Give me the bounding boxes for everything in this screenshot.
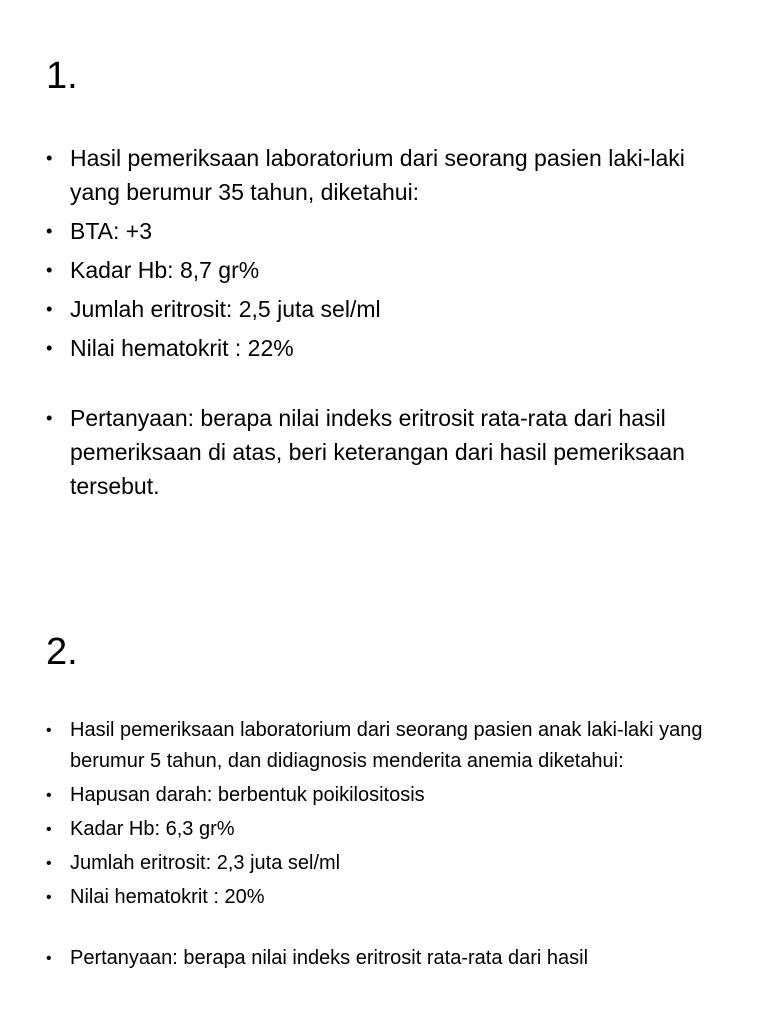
bullet-dot-icon: • xyxy=(46,950,52,967)
bullet-text: Hasil pemeriksaan laboratorium dari seorang pasien anak laki-laki yang berumur 5 tahun, dan didiagnosis menderita anemia diketahui: xyxy=(70,719,703,772)
bullet-dot-icon: • xyxy=(46,259,53,280)
bullet-dot-icon: • xyxy=(46,407,53,428)
bullet-text: Kadar Hb: 8,7 gr% xyxy=(70,257,260,283)
question-item xyxy=(46,943,726,974)
slide-title: 2. xyxy=(46,631,78,673)
bullet-item xyxy=(46,814,726,845)
bullet-item xyxy=(46,780,726,811)
bullet-text: Nilai hematokrit : 20% xyxy=(70,886,265,908)
bullet-item xyxy=(46,141,726,209)
bullet-text: Kadar Hb: 6,3 gr% xyxy=(70,818,235,840)
bullet-dot-icon: • xyxy=(46,147,53,168)
bullet-list xyxy=(46,715,726,977)
bullet-dot-icon: • xyxy=(46,337,53,358)
bullet-dot-icon: • xyxy=(46,220,53,241)
bullet-text: Jumlah eritrosit: 2,5 juta sel/ml xyxy=(70,296,381,322)
slide-2 xyxy=(0,575,768,1024)
bullet-item xyxy=(46,715,726,777)
bullet-dot-icon: • xyxy=(46,787,52,804)
bullet-text: Jumlah eritrosit: 2,3 juta sel/ml xyxy=(70,852,341,874)
bullet-item xyxy=(46,331,726,365)
bullet-text: BTA: +3 xyxy=(70,218,153,244)
bullet-item xyxy=(46,214,726,248)
question-text: Pertanyaan: berapa nilai indeks eritrosit rata-rata dari hasil xyxy=(70,947,589,969)
bullet-item xyxy=(46,848,726,879)
bullet-item xyxy=(46,292,726,326)
bullet-dot-icon: • xyxy=(46,855,52,872)
bullet-text: Nilai hematokrit : 22% xyxy=(70,335,294,361)
bullet-item xyxy=(46,882,726,913)
bullet-text: Hapusan darah: berbentuk poikilositosis xyxy=(70,784,425,806)
bullet-dot-icon: • xyxy=(46,722,52,739)
bullet-text: Hasil pemeriksaan laboratorium dari seorang pasien laki-laki yang berumur 35 tahun, diketahui: xyxy=(70,145,685,205)
question-text: Pertanyaan: berapa nilai indeks eritrosit rata-rata dari hasil pemeriksaan di atas, beri keterangan dari hasil pemeriksaan tersebut. xyxy=(70,405,685,499)
bullet-list xyxy=(46,141,726,508)
question-item xyxy=(46,401,726,503)
bullet-dot-icon: • xyxy=(46,889,52,906)
bullet-item xyxy=(46,253,726,287)
bullet-dot-icon: • xyxy=(46,298,53,319)
bullet-dot-icon: • xyxy=(46,821,52,838)
slide-title: 1. xyxy=(46,55,78,97)
